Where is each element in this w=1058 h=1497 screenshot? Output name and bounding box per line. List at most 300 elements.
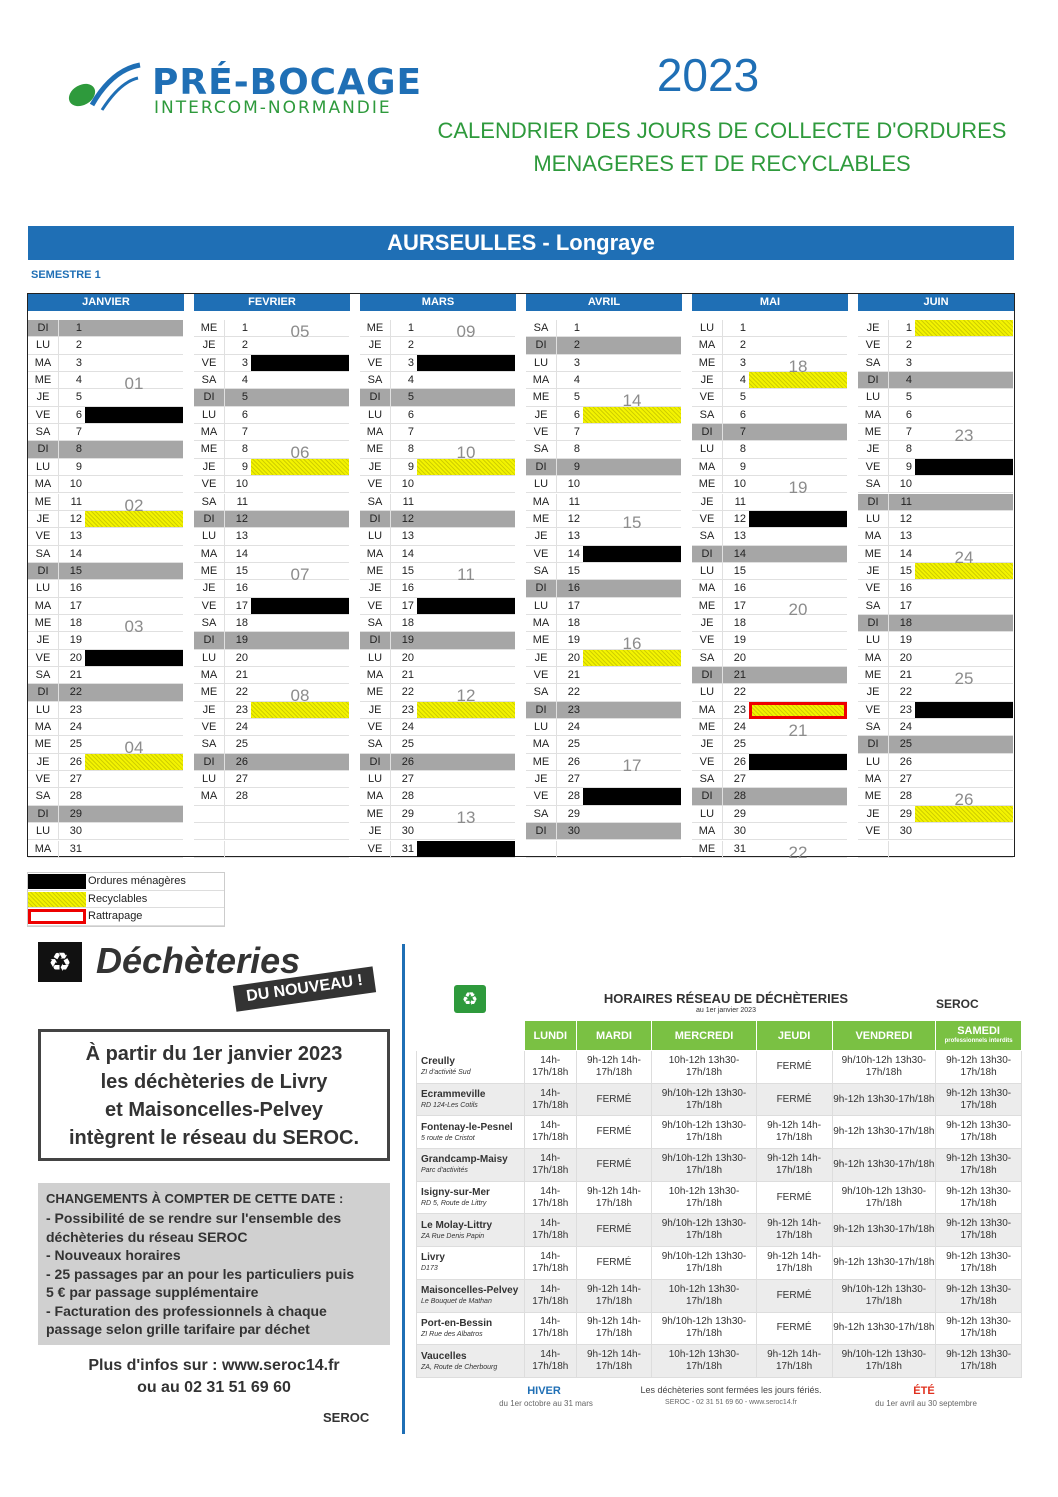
- day-row: [858, 459, 1014, 476]
- hiver-period: du 1er octobre au 31 mars: [499, 1399, 593, 1408]
- collection-cell: [417, 389, 515, 406]
- hours-cell: 9h/10h-12h 13h30-17h/18h: [652, 1116, 756, 1149]
- weekday-cell: SA: [360, 372, 391, 389]
- collection-cell: [749, 580, 847, 597]
- weekday-cell: MA: [526, 736, 557, 753]
- day-row: [692, 441, 848, 458]
- weekday-cell: [526, 841, 557, 858]
- weekday-cell: DI: [360, 632, 391, 649]
- hours-cell: 9h-12h 14h-17h/18h: [576, 1279, 652, 1312]
- announce-line: À partir du 1er janvier 2023: [85, 1043, 343, 1065]
- collection-cell: [915, 771, 1013, 788]
- collection-cell: [251, 754, 349, 771]
- day-row: [526, 580, 682, 597]
- table-row: [417, 1181, 1022, 1214]
- weekday-cell: LU: [692, 563, 723, 580]
- rec-swatch: [28, 892, 86, 907]
- leaf-logo-icon: [62, 60, 152, 120]
- weekday-cell: LU: [360, 771, 391, 788]
- collection-cell: [417, 667, 515, 684]
- hours-cell: FERMÉ: [756, 1083, 832, 1116]
- week-number: 06: [290, 443, 310, 463]
- weekday-cell: LU: [194, 407, 225, 424]
- weekday-cell: JE: [692, 372, 723, 389]
- date-cell: 27: [723, 771, 749, 788]
- weekday-cell: MA: [28, 355, 59, 372]
- weekday-cell: JE: [194, 702, 225, 719]
- date-cell: 21: [557, 667, 583, 684]
- date-cell: 26: [723, 754, 749, 771]
- weekday-cell: MA: [360, 788, 391, 805]
- date-cell: 18: [723, 615, 749, 632]
- weekday-cell: SA: [28, 788, 59, 805]
- date-cell: [557, 841, 583, 858]
- weekday-cell: LU: [858, 632, 889, 649]
- date-cell: 7: [59, 424, 85, 441]
- change-line: passage selon grille tarifaire par déchet: [46, 1321, 310, 1337]
- date-cell: 24: [391, 719, 417, 736]
- weekday-cell: SA: [194, 372, 225, 389]
- date-cell: 18: [889, 615, 915, 632]
- weekday-cell: SA: [28, 546, 59, 563]
- collection-cell: [85, 702, 183, 719]
- weekday-cell: [194, 841, 225, 858]
- hours-cell: 9h/10h-12h 13h30-17h/18h: [832, 1345, 936, 1378]
- date-cell: 25: [225, 736, 251, 753]
- date-cell: 27: [225, 771, 251, 788]
- day-row: [858, 337, 1014, 354]
- weekday-cell: SA: [360, 494, 391, 511]
- weekday-cell: JE: [692, 736, 723, 753]
- date-cell: 2: [225, 337, 251, 354]
- date-cell: 10: [889, 476, 915, 493]
- day-row: [28, 823, 184, 840]
- day-row: [360, 650, 516, 667]
- collection-cell: [583, 424, 681, 441]
- day-row: [526, 823, 682, 840]
- date-cell: 13: [59, 528, 85, 545]
- collection-cell: [915, 372, 1013, 389]
- weekday-cell: LU: [28, 702, 59, 719]
- hours-cell: 9h/10h-12h 13h30-17h/18h: [652, 1149, 756, 1182]
- collection-calendar: [27, 293, 1015, 862]
- legend-label: Rattrapage: [88, 910, 143, 922]
- collection-cell: [749, 667, 847, 684]
- weekday-cell: VE: [194, 598, 225, 615]
- day-row: [858, 511, 1014, 528]
- legend: [27, 872, 225, 927]
- weekday-cell: LU: [526, 598, 557, 615]
- hours-cell: FERMÉ: [756, 1181, 832, 1214]
- collection-cell: [583, 736, 681, 753]
- week-number: 09: [456, 322, 476, 341]
- day-row: [526, 424, 682, 441]
- date-cell: 4: [723, 372, 749, 389]
- weekday-cell: VE: [360, 598, 391, 615]
- collection-cell: [915, 719, 1013, 736]
- collection-cell: [749, 459, 847, 476]
- weekday-cell: DI: [194, 632, 225, 649]
- logo-sub-text: INTERCOM-NORMANDIE: [154, 98, 392, 118]
- date-cell: 6: [225, 407, 251, 424]
- weekday-cell: ME: [692, 598, 723, 615]
- week-number: 15: [622, 512, 642, 532]
- weekday-cell: SA: [526, 563, 557, 580]
- change-line: - Possibilité de se rendre sur l'ensemble des: [46, 1210, 342, 1226]
- date-cell: 1: [557, 320, 583, 337]
- hours-cell: 14h-17h/18h: [525, 1116, 577, 1149]
- week-number: 14: [622, 391, 642, 411]
- month-column: [194, 294, 350, 803]
- collection-cell: [583, 719, 681, 736]
- collection-cell: [85, 788, 183, 805]
- weekday-cell: VE: [360, 719, 391, 736]
- date-cell: 6: [723, 407, 749, 424]
- date-cell: [225, 823, 251, 840]
- collection-cell: [85, 563, 183, 580]
- day-row: [692, 511, 848, 528]
- week-number: 02: [124, 495, 144, 515]
- collection-cell: [251, 841, 349, 858]
- date-cell: 12: [723, 511, 749, 528]
- day-row: [858, 389, 1014, 406]
- legend-label: Ordures ménagères: [88, 875, 186, 887]
- day-row: [360, 771, 516, 788]
- weekday-cell: MA: [692, 459, 723, 476]
- weekday-cell: ME: [194, 684, 225, 701]
- weekday-cell: ME: [360, 320, 391, 337]
- week-number: 12: [456, 686, 476, 706]
- collection-cell: [251, 511, 349, 528]
- weekday-cell: MA: [858, 771, 889, 788]
- collection-cell: [85, 841, 183, 858]
- day-header: MERCREDI: [652, 1021, 756, 1051]
- hours-cell: 10h-12h 13h30-17h/18h: [652, 1279, 756, 1312]
- change-line: - Facturation des professionnels à chaque: [46, 1302, 327, 1319]
- date-cell: 15: [59, 563, 85, 580]
- day-row: [858, 841, 1014, 858]
- collection-cell: [85, 580, 183, 597]
- weekday-cell: VE: [194, 476, 225, 493]
- weekday-cell: MA: [858, 528, 889, 545]
- weekday-cell: DI: [28, 806, 59, 823]
- date-cell: 9: [889, 459, 915, 476]
- hours-cell: 9h-12h 14h-17h/18h: [756, 1214, 832, 1247]
- date-cell: 14: [225, 546, 251, 563]
- hours-cell: 9h-12h 13h30-17h/18h: [936, 1345, 1022, 1378]
- collection-cell: [915, 459, 1013, 476]
- day-row: [692, 684, 848, 701]
- weekday-cell: VE: [360, 476, 391, 493]
- weekday-cell: SA: [194, 494, 225, 511]
- weekday-cell: LU: [858, 389, 889, 406]
- date-cell: 9: [225, 459, 251, 476]
- weekday-cell: JE: [194, 337, 225, 354]
- date-cell: 15: [391, 563, 417, 580]
- hours-cell: 9h-12h 14h-17h/18h: [576, 1051, 652, 1084]
- weekday-cell: [858, 841, 889, 858]
- collection-cell: [85, 320, 183, 337]
- date-cell: 15: [723, 563, 749, 580]
- collection-cell: [915, 528, 1013, 545]
- date-cell: 24: [889, 719, 915, 736]
- weekday-cell: LU: [526, 476, 557, 493]
- weekday-cell: LU: [28, 459, 59, 476]
- day-row: [194, 719, 350, 736]
- weekday-cell: DI: [360, 754, 391, 771]
- date-cell: 24: [723, 719, 749, 736]
- week-number: 20: [788, 599, 808, 619]
- month-header: AVRIL: [526, 294, 682, 311]
- collection-cell: [915, 702, 1013, 719]
- collection-cell: [417, 355, 515, 372]
- month-header: JANVIER: [28, 294, 184, 311]
- hours-cell: 9h-12h 13h30-17h/18h: [936, 1214, 1022, 1247]
- page-title: [430, 114, 1014, 180]
- weekday-cell: ME: [194, 563, 225, 580]
- date-cell: 30: [723, 823, 749, 840]
- weekday-cell: ME: [360, 684, 391, 701]
- table-row: [417, 1312, 1022, 1345]
- date-cell: 2: [391, 337, 417, 354]
- weekday-cell: LU: [28, 823, 59, 840]
- collection-cell: [85, 823, 183, 840]
- collection-cell: [583, 494, 681, 511]
- date-cell: [225, 841, 251, 858]
- hours-cell: FERMÉ: [576, 1214, 652, 1247]
- hours-cell: 9h-12h 13h30-17h/18h: [936, 1279, 1022, 1312]
- date-cell: 17: [889, 598, 915, 615]
- weekday-cell: ME: [360, 806, 391, 823]
- date-cell: 8: [889, 441, 915, 458]
- date-cell: 20: [225, 650, 251, 667]
- hours-cell: 9h-12h 14h-17h/18h: [756, 1149, 832, 1182]
- weekday-cell: VE: [194, 719, 225, 736]
- hours-cell: 9h-12h 14h-17h/18h: [576, 1181, 652, 1214]
- collection-cell: [251, 424, 349, 441]
- collection-cell: [749, 407, 847, 424]
- collection-cell: [85, 719, 183, 736]
- date-cell: 3: [557, 355, 583, 372]
- day-row: [194, 494, 350, 511]
- date-cell: 21: [889, 667, 915, 684]
- date-cell: 14: [557, 546, 583, 563]
- table-row: [417, 1116, 1022, 1149]
- table-row: [417, 1149, 1022, 1182]
- date-cell: 11: [225, 494, 251, 511]
- weekday-cell: ME: [692, 355, 723, 372]
- day-row: [858, 476, 1014, 493]
- date-cell: 16: [889, 580, 915, 597]
- hours-cell: 9h-12h 13h30-17h/18h: [832, 1312, 936, 1345]
- collection-cell: [749, 546, 847, 563]
- hours-cell: 14h-17h/18h: [525, 1181, 577, 1214]
- site-cell: Fontenay-le-Pesnel 5 route de Cristot: [417, 1116, 525, 1149]
- weekday-cell: DI: [692, 424, 723, 441]
- date-cell: 4: [889, 372, 915, 389]
- day-row: [858, 823, 1014, 840]
- date-cell: 3: [225, 355, 251, 372]
- weekday-cell: VE: [526, 667, 557, 684]
- day-row: [28, 788, 184, 805]
- day-row: [360, 788, 516, 805]
- week-number: 19: [788, 478, 808, 498]
- collection-cell: [85, 476, 183, 493]
- collection-cell: [85, 528, 183, 545]
- nouveau-badge: DU NOUVEAU !: [233, 966, 377, 1011]
- collection-cell: [749, 441, 847, 458]
- date-cell: 9: [557, 459, 583, 476]
- change-line: - 25 passages par an pour les particuliers puis: [46, 1265, 355, 1282]
- date-cell: 30: [889, 823, 915, 840]
- date-cell: 4: [557, 372, 583, 389]
- hours-cell: FERMÉ: [576, 1149, 652, 1182]
- day-row: [194, 389, 350, 406]
- weekday-cell: SA: [858, 598, 889, 615]
- date-cell: 6: [391, 407, 417, 424]
- date-cell: 19: [889, 632, 915, 649]
- weekday-cell: VE: [858, 702, 889, 719]
- day-row: [28, 563, 184, 580]
- month-header: JUIN: [858, 294, 1014, 311]
- date-cell: 12: [225, 511, 251, 528]
- collection-cell: [251, 806, 349, 823]
- day-row: [28, 355, 184, 372]
- date-cell: 4: [391, 372, 417, 389]
- date-cell: 5: [225, 389, 251, 406]
- day-row: [858, 528, 1014, 545]
- day-row: [526, 615, 682, 632]
- date-cell: 15: [225, 563, 251, 580]
- date-cell: 9: [391, 459, 417, 476]
- weekday-cell: LU: [526, 355, 557, 372]
- weekday-cell: JE: [526, 407, 557, 424]
- collection-cell: [417, 546, 515, 563]
- collection-cell: [85, 424, 183, 441]
- weekday-cell: LU: [692, 684, 723, 701]
- date-cell: 2: [557, 337, 583, 354]
- weekday-cell: ME: [526, 511, 557, 528]
- weekday-cell: JE: [28, 389, 59, 406]
- day-row: [692, 459, 848, 476]
- day-row: [360, 736, 516, 753]
- title-line-1: CALENDRIER DES JOURS DE COLLECTE D'ORDURES: [437, 118, 1007, 143]
- weekday-cell: LU: [194, 650, 225, 667]
- collection-cell: [417, 650, 515, 667]
- collection-cell: [417, 841, 515, 858]
- weekday-cell: MA: [692, 823, 723, 840]
- collection-cell: [749, 528, 847, 545]
- weekday-cell: SA: [526, 441, 557, 458]
- collection-cell: [417, 788, 515, 805]
- weekday-cell: SA: [692, 407, 723, 424]
- day-row: [28, 771, 184, 788]
- header-empty: [417, 1021, 525, 1051]
- date-cell: 10: [557, 476, 583, 493]
- site-cell: Creully ZI d'activité Sud: [417, 1051, 525, 1084]
- hours-cell: 9h-12h 13h30-17h/18h: [936, 1247, 1022, 1280]
- date-cell: 10: [225, 476, 251, 493]
- date-cell: 25: [889, 736, 915, 753]
- collection-cell: [417, 424, 515, 441]
- day-row: [692, 580, 848, 597]
- hours-cell: 9h-12h 13h30-17h/18h: [832, 1149, 936, 1182]
- weekday-cell: JE: [360, 702, 391, 719]
- horaires-section: [416, 985, 1022, 1410]
- day-row: [858, 355, 1014, 372]
- date-cell: 22: [889, 684, 915, 701]
- collection-cell: [749, 389, 847, 406]
- day-row: [28, 528, 184, 545]
- date-cell: 27: [557, 771, 583, 788]
- day-row: [194, 650, 350, 667]
- date-cell: 5: [391, 389, 417, 406]
- collection-cell: [915, 407, 1013, 424]
- day-row: [692, 563, 848, 580]
- date-cell: 8: [59, 441, 85, 458]
- collection-cell: [749, 702, 847, 719]
- weekday-cell: MA: [194, 546, 225, 563]
- day-row: [28, 719, 184, 736]
- weekday-cell: VE: [858, 823, 889, 840]
- weekday-cell: MA: [194, 788, 225, 805]
- weekday-cell: JE: [360, 580, 391, 597]
- day-header: MARDI: [576, 1021, 652, 1051]
- collection-cell: [251, 667, 349, 684]
- month-header: FEVRIER: [194, 294, 350, 311]
- weekday-cell: ME: [858, 788, 889, 805]
- weekday-cell: SA: [28, 667, 59, 684]
- site-cell: Le Molay-Littry ZA Rue Denis Papin: [417, 1214, 525, 1247]
- site-cell: Vaucelles ZA, Route de Cherbourg: [417, 1345, 525, 1378]
- day-row: [360, 424, 516, 441]
- date-cell: 21: [723, 667, 749, 684]
- date-cell: 16: [391, 580, 417, 597]
- weekday-cell: LU: [858, 754, 889, 771]
- weekday-cell: VE: [28, 407, 59, 424]
- day-row: [194, 632, 350, 649]
- weekday-cell: SA: [858, 476, 889, 493]
- collection-cell: [85, 337, 183, 354]
- ferme-contact: SEROC - 02 31 51 69 60 - www.seroc14.fr: [665, 1399, 797, 1406]
- day-row: [194, 667, 350, 684]
- ete-label: ÉTÉ: [913, 1385, 935, 1397]
- collection-cell: [85, 459, 183, 476]
- weekday-cell: JE: [858, 806, 889, 823]
- date-cell: 25: [557, 736, 583, 753]
- day-row: [28, 441, 184, 458]
- weekday-cell: ME: [692, 476, 723, 493]
- date-cell: 28: [225, 788, 251, 805]
- weekday-cell: LU: [28, 580, 59, 597]
- collection-cell: [251, 407, 349, 424]
- day-row: [526, 337, 682, 354]
- announce-line: et Maisoncelles-Pelvey: [105, 1099, 323, 1121]
- week-number: 16: [622, 634, 642, 654]
- day-row: [858, 494, 1014, 511]
- date-cell: 8: [391, 441, 417, 458]
- date-cell: 13: [889, 528, 915, 545]
- day-row: [360, 389, 516, 406]
- section-divider: [402, 944, 405, 1434]
- date-cell: 31: [391, 841, 417, 858]
- day-row: [858, 736, 1014, 753]
- date-cell: 7: [889, 424, 915, 441]
- collection-cell: [251, 736, 349, 753]
- prebocage-logo: [62, 60, 442, 130]
- site-cell: Livry D173: [417, 1247, 525, 1280]
- date-cell: 26: [889, 754, 915, 771]
